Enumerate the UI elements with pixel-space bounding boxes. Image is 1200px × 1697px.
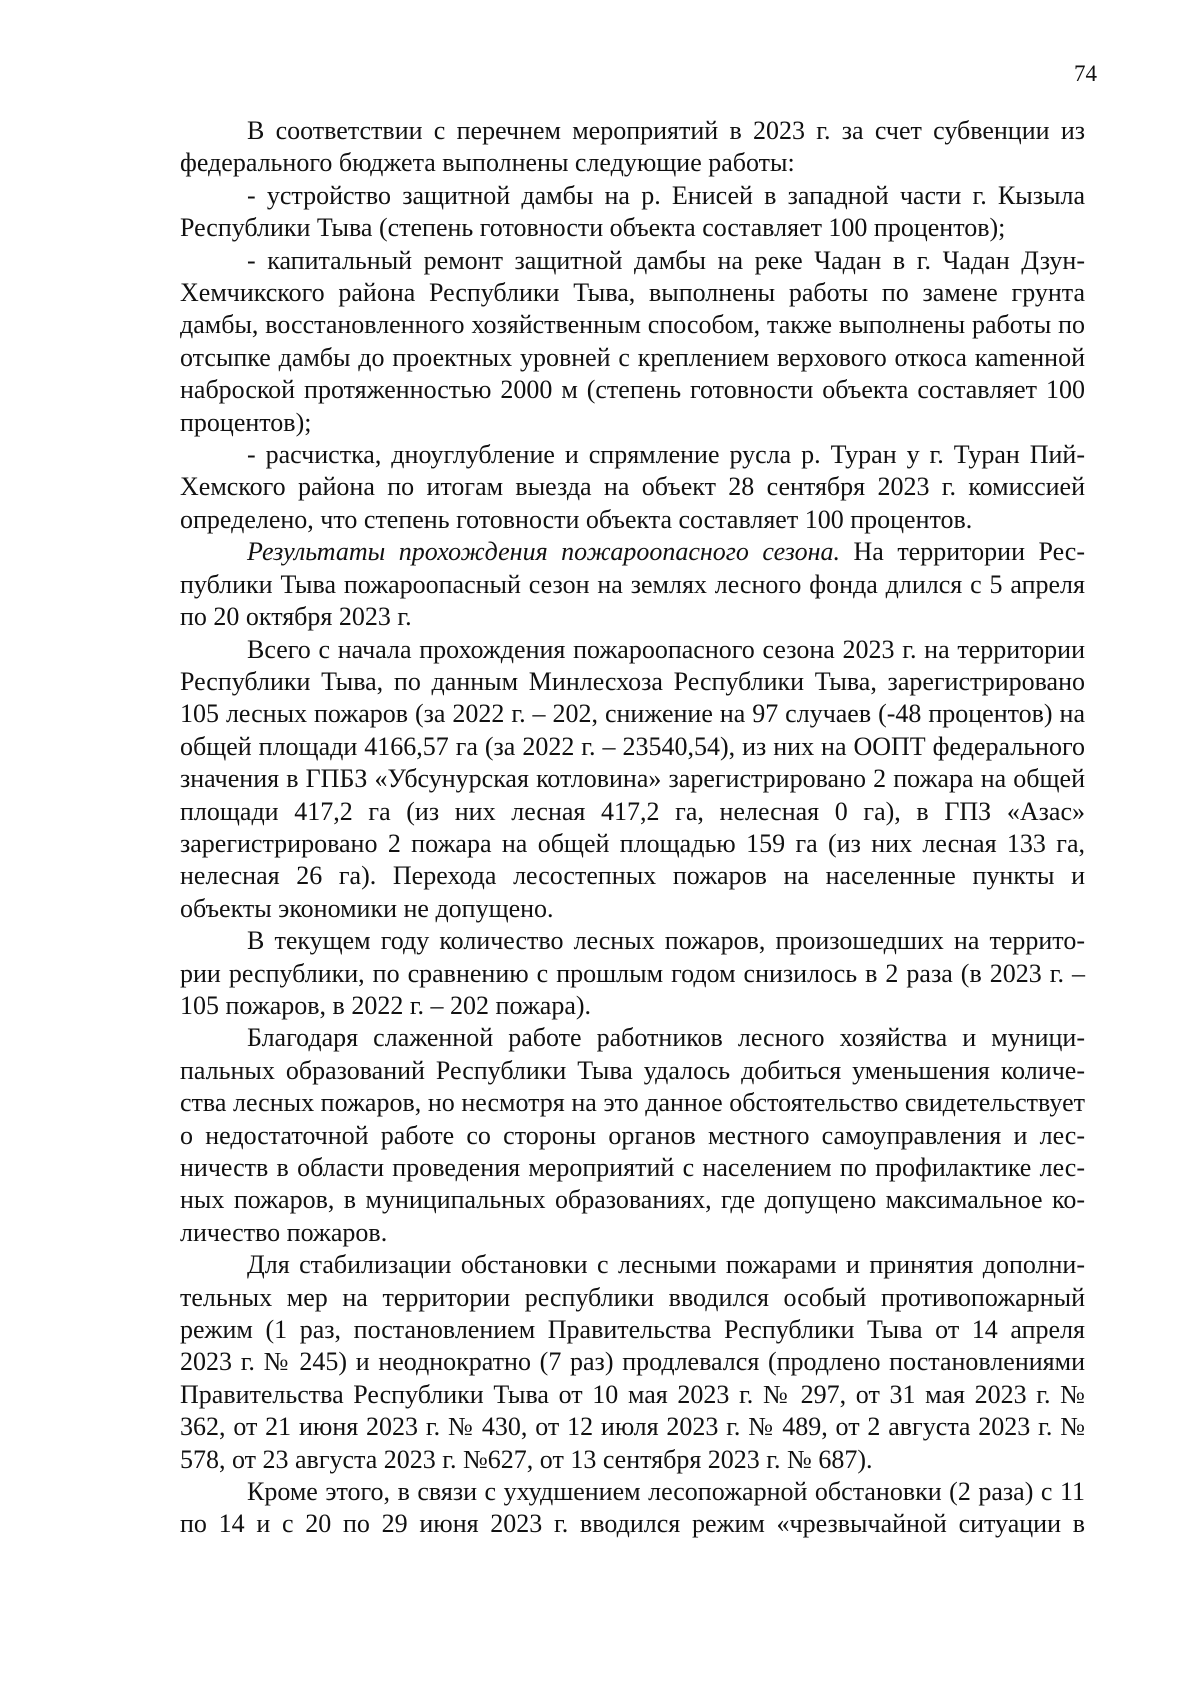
- paragraph-coordinated-work: Благодаря слаженной работе работников лесного хозяйства и муниципальных образований Республики Тыва удалось добиться уменьшения количества лесных пожаров, но несмотря на это данное обстоятельство свидетельствует о недостаточной работе со стороны органов местного самоуправления и лесничеств в области проведения мероприятий с населением по профилактике лесных пожаров, в муниципальных образованиях, где допущено максимальное количество пожаров.: [180, 1023, 1085, 1247]
- paragraph-fire-season: [180, 536, 1085, 633]
- fire-season-heading: Результаты прохождения пожароопасного сезона.: [247, 537, 841, 567]
- fire-season-text: На территории Республики Тыва пожароопасный сезон на землях лесного фонда длился с 5 апреля по 20 октября 2023 г.: [180, 537, 1085, 632]
- paragraph-fire-statistics: Всего с начала прохождения пожароопасного сезона 2023 г. на территории Республики Тыва, по данным Минлесхоза Республики Тыва, зарегистрировано 105 лесных пожаров (за 2022 г. – 202, снижение на 97 случаев (-48 процентов) на общей площади 4166,57 га (за 2022 г. – 23540,54), из них на ООПТ федерального значения в ГПБЗ «Убсунурская котловина» зарегистрировано 2 пожара на общей площади 417,2 га (из них лесная 417,2 га, нелесная 0 га), в ГПЗ «Азас» зарегистрировано 2 пожара на общей площадью 159 га (из них лесная 133 га, нелесная 26 га). Перехода лесостепных пожаров на населенные пункты и объекты экономики не допущено.: [180, 634, 1085, 923]
- paragraph-item-yenisei-dam: - устройство защитной дамбы на р. Енисей в западной части г. Кызыла Республики Тыва (степень готовности объекта составляет 100 процентов);: [180, 180, 1085, 243]
- paragraph-emergency-regime: Кроме этого, в связи с ухудшением лесопожарной обстановки (2 раза) с 11 по 14 и с 20 по 29 июня 2023 г. вводился режим «чрезвычайной ситуации в: [180, 1477, 1085, 1539]
- page-number: 74: [1074, 61, 1097, 86]
- document-body: [180, 115, 1085, 1541]
- paragraph-intro: В соответствии с перечнем мероприятий в 2023 г. за счет субвенции из федерального бюджета выполнены следующие работы:: [180, 116, 1085, 178]
- paragraph-item-chadan-dam: - капитальный ремонт защитной дамбы на реке Чадан в г. Чадан Дзун-Хемчикского района Республики Тыва, выполнены работы по замене грунта дамбы, восстановленного хозяйственным способом, также выполнены работы по отсыпке дамбы до проектных уровней с креплением верхового откоса каmенной наброской протяженностью 2000 м (степень готовности объекта составляет 100 процентов);: [180, 245, 1085, 437]
- paragraph-fire-decrease: В текущем году количество лесных пожаров, произошедших на территории республики, по сравнению с прошлым годом снизилось в 2 раза (в 2023 г. – 105 пожаров, в 2022 г. – 202 пожара).: [180, 926, 1085, 1020]
- paragraph-fire-regime: Для стабилизации обстановки с лесными пожарами и принятия дополнительных мер на территории республики вводился особый противопожарный режим (1 раз, постановлением Правительства Республики Тыва от 14 апреля 2023 г. № 245) и неоднократно (7 раз) продлевался (продлено постановлениями Правительства Республики Тыва от 10 мая 2023 г. № 297, от 31 мая 2023 г. № 362, от 21 июня 2023 г. № 430, от 12 июля 2023 г. № 489, от 2 августа 2023 г. № 578, от 23 августа 2023 г. №627, от 13 сентября 2023 г. № 687).: [180, 1250, 1085, 1474]
- paragraph-item-turan-river: - расчистка, дноуглубление и спрямление русла р. Туран у г. Туран Пий-Хемского района по итогам выезда на объект 28 сентября 2023 г. комиссией определено, что степень готовности объекта составляет 100 процентов.: [180, 440, 1085, 534]
